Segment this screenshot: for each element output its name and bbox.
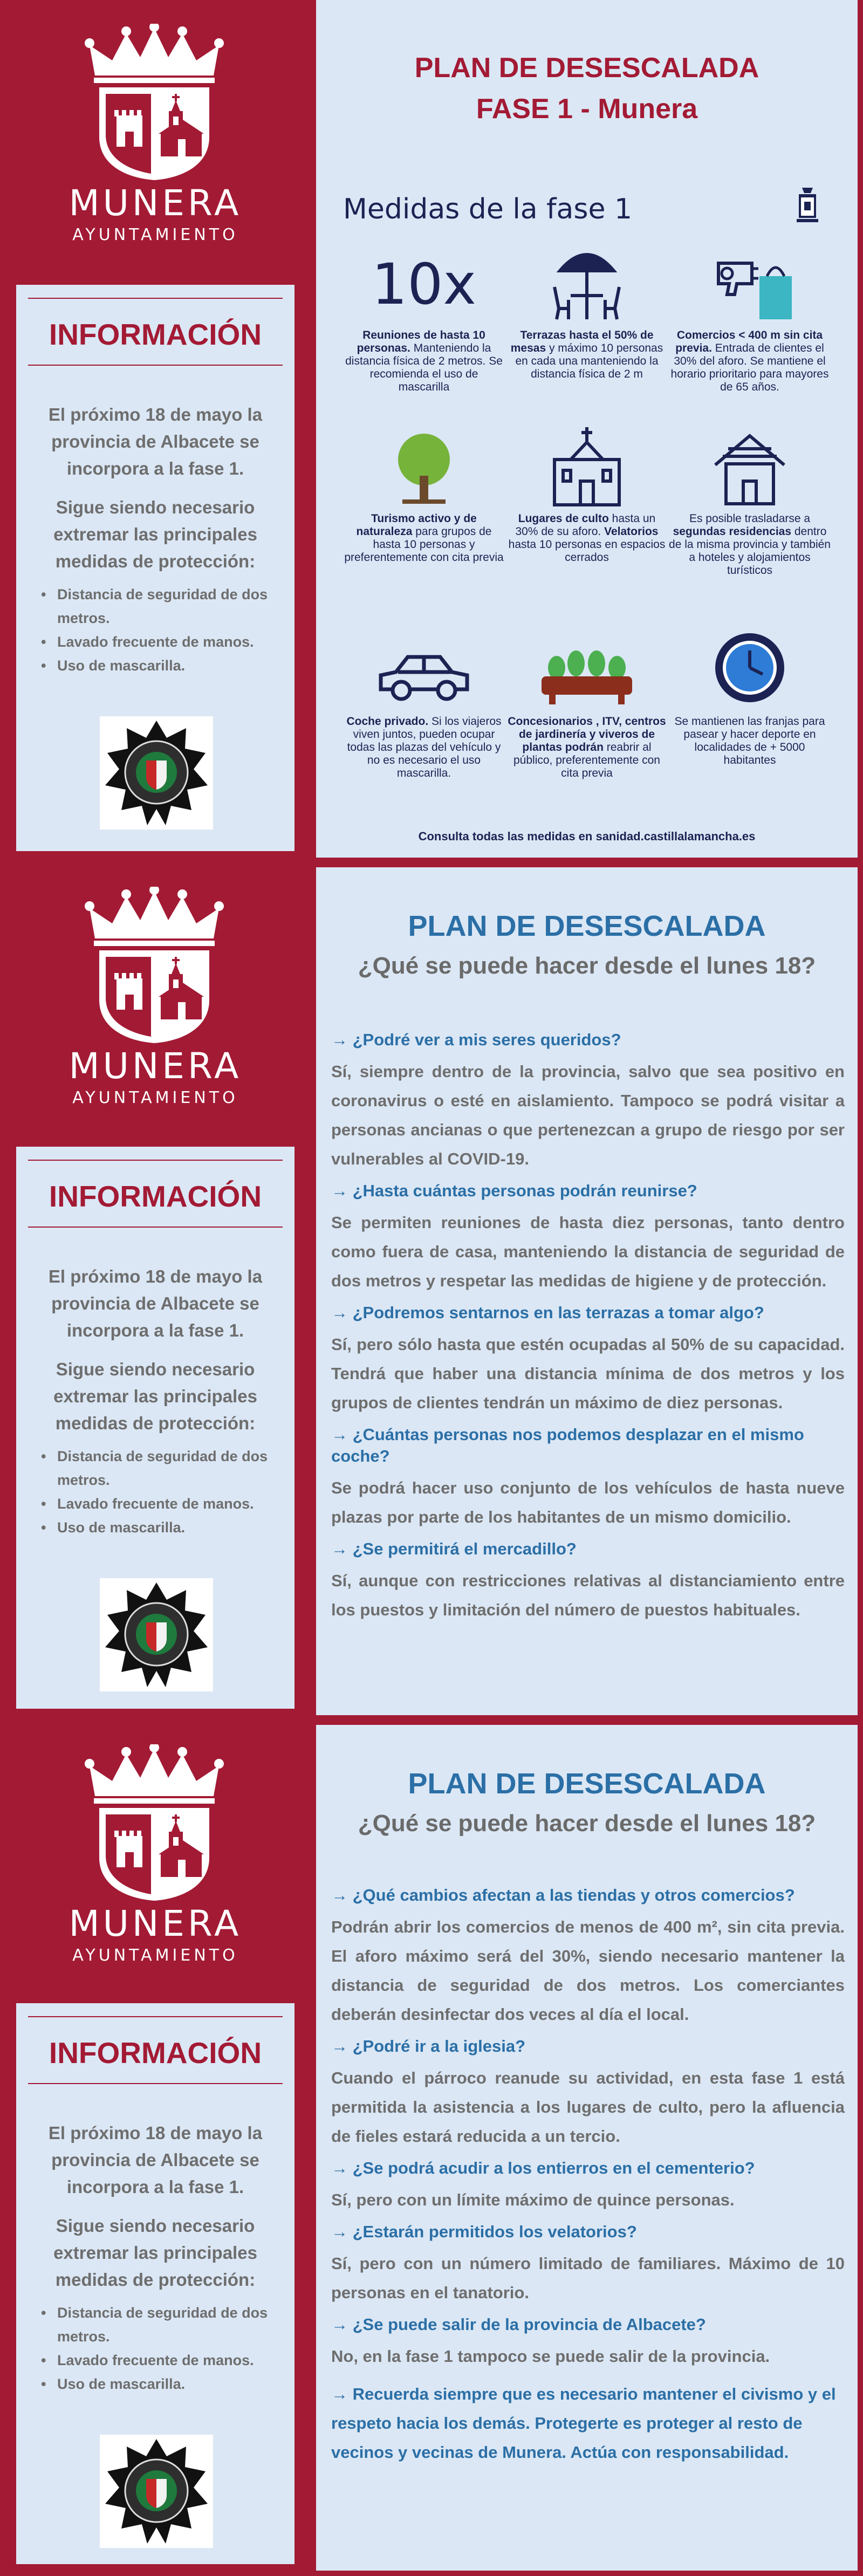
- measure-caption: Comercios < 400 m sin cita previa. Entrada de clientes el 30% del aforo. Se mantiene el horario prioritario para mayores de 65 años.: [670, 329, 829, 393]
- panel-footer: Consulta todas las medidas en sanidad.castillalamancha.es: [418, 830, 756, 843]
- info-paragraph-2: Sigue siendo necesario extremar las principales medidas de protección:: [53, 1359, 257, 1433]
- question: → ¿Cuántas personas nos podemos desplazar en el mismo coche?: [331, 1425, 804, 1465]
- info-title: INFORMACIÓN: [49, 318, 262, 351]
- panel-title: PLAN DE DESESCALADA: [414, 52, 759, 84]
- question: → ¿Se permitirá el mercadillo?: [331, 1539, 577, 1558]
- list-item: • Lavado frecuente de manos.: [38, 1492, 270, 1516]
- police-badge: [100, 1578, 213, 1691]
- town-name: MUNERA: [69, 1903, 242, 1944]
- measure-caption: Reuniones de hasta 10 personas. Manteniendo la distancia física de 2 metros. Se recomienda el uso de mascarilla: [345, 329, 503, 393]
- info-paragraph-1: El próximo 18 de mayo la provincia de Albacete se incorpora a la fase 1.: [48, 2123, 263, 2197]
- shop-bag-icon: [696, 244, 804, 325]
- panel-subtitle: FASE 1 - Munera: [476, 93, 698, 125]
- protection-list: [38, 2301, 270, 2396]
- list-item: • Uso de mascarilla.: [38, 2372, 270, 2396]
- qa-list: [331, 1029, 845, 1625]
- left-column: [0, 863, 311, 1721]
- left-column: [0, 1721, 311, 2576]
- answer: Sí, siempre dentro de la provincia, salvo que sea positivo en coronavirus o esté en aislamiento. Tampoco se podrá visitar a personas ancianas o que pertenezcan a grupo de riesgo por ser vulnerables al COVID-19.: [331, 1062, 845, 1168]
- divider: [28, 2083, 283, 2084]
- answer: Cuando el párroco reanude su actividad, en esta fase 1 está permitida la asistencia a los lugares de culto, pero la afluencia de fieles estará reducida a un tercio.: [331, 2068, 845, 2146]
- info-title: INFORMACIÓN: [49, 1180, 262, 1213]
- divider: [28, 1160, 283, 1161]
- closing-message: → Recuerda siempre que es necesario mantener el civismo y el respeto hacia los demás. Protegerte es proteger al resto de vecinos y vecinas de Munera. Actúa con responsabilidad.: [331, 2385, 836, 2462]
- town-name: MUNERA: [69, 182, 242, 224]
- list-item: • Lavado frecuente de manos.: [38, 630, 270, 654]
- panel-title: PLAN DE DESESCALADA: [408, 1767, 766, 1800]
- info-box: [16, 285, 294, 851]
- tree-icon: [370, 427, 478, 508]
- left-column: [0, 0, 311, 863]
- measures-heading: Medidas de la fase 1: [343, 193, 633, 225]
- qa-list: [331, 1885, 845, 2467]
- answer: Sí, pero con un límite máximo de quince personas.: [331, 2190, 735, 2209]
- phase1-panel: [316, 0, 858, 858]
- ten-people-icon: 10x: [372, 251, 476, 317]
- divider: [28, 1227, 283, 1228]
- list-item: • Distancia de seguridad de dos metros.: [38, 2301, 270, 2348]
- planter-icon: [533, 630, 641, 711]
- question: → ¿Podremos sentarnos en las terrazas a tomar algo?: [331, 1303, 764, 1322]
- section-fase1: [0, 0, 863, 863]
- measure-caption: Concesionarios , ITV, centros de jardinería y viveros de plantas podrán reabrir al público, preferentemente con cita previa: [508, 715, 666, 779]
- town-name: MUNERA: [69, 1045, 242, 1087]
- info-paragraph-1: El próximo 18 de mayo la provincia de Albacete se incorpora a la fase 1.: [48, 1266, 263, 1340]
- section-qa-1: [0, 863, 863, 1721]
- divider: [28, 365, 283, 366]
- info-paragraph-2: Sigue siendo necesario extremar las principales medidas de protección:: [53, 2216, 257, 2290]
- panel-subtitle: ¿Qué se puede hacer desde el lunes 18?: [358, 953, 816, 979]
- question: → ¿Estarán permitidos los velatorios?: [331, 2222, 637, 2241]
- town-subtitle: AYUNTAMIENTO: [72, 1088, 238, 1107]
- police-badge: [100, 716, 213, 830]
- info-box: [16, 2003, 294, 2564]
- measure-caption: Terrazas hasta el 50% de mesas y máximo 10 personas en cada una manteniendo la distancia física de 2 m: [510, 329, 663, 380]
- info-title: INFORMACIÓN: [49, 2036, 262, 2070]
- list-item: • Lavado frecuente de manos.: [38, 2348, 270, 2372]
- list-item: • Distancia de seguridad de dos metros.: [38, 1444, 270, 1492]
- qa-panel: [316, 1725, 858, 2571]
- measure-caption: Coche privado. Si los viajeros viven juntos, pueden ocupar todas las plazas del vehículo y no es necesario el uso mascarilla.: [346, 715, 502, 779]
- answer: No, en la fase 1 tampoco se puede salir de la provincia.: [331, 2347, 770, 2366]
- divider: [28, 2016, 283, 2017]
- police-badge: [100, 2435, 213, 2548]
- question: → ¿Se puede salir de la provincia de Albacete?: [331, 2315, 706, 2334]
- divider: [28, 298, 283, 299]
- house-icon: [696, 427, 804, 508]
- protection-list: [38, 1444, 270, 1539]
- answer: Se permiten reuniones de hasta diez personas, tanto dentro como fuera de casa, manteniendo la distancia de seguridad de dos metros y respetar las medidas de higiene y de protección.: [331, 1213, 845, 1290]
- answer: Podrán abrir los comercios de menos de 400 m², sin cita previa. El aforo máximo será del 30%, siendo necesario mantener la distancia de seguridad de dos metros. Los comerciantes deberán desinfectar dos veces al día el local.: [331, 1917, 845, 2024]
- answer: Sí, pero con un número limitado de familiares. Máximo de 10 personas en el tanatorio.: [331, 2254, 845, 2302]
- info-paragraph-2: Sigue siendo necesario extremar las principales medidas de protección:: [53, 497, 257, 571]
- measure-caption: Lugares de culto hasta un 30% de su aforo. Velatorios hasta 10 personas en espacios cerrados: [508, 512, 666, 564]
- church-icon: [533, 427, 641, 508]
- car-icon: [370, 630, 478, 711]
- town-subtitle: AYUNTAMIENTO: [72, 225, 238, 244]
- answer: Se podrá hacer uso conjunto de los vehículos de hasta nueve plazas por parte de los habitantes de un mismo domicilio.: [331, 1478, 845, 1526]
- question: → ¿Qué cambios afectan a las tiendas y otros comercios?: [331, 1886, 795, 1904]
- list-item: • Uso de mascarilla.: [38, 654, 270, 677]
- question: → ¿Podré ver a mis seres queridos?: [331, 1030, 621, 1049]
- question: → ¿Se podrá acudir a los entierros en el cementerio?: [331, 2159, 755, 2177]
- measure-caption: Es posible trasladarse a segundas residencias dentro de la misma provincia y también a hoteles y alojamientos turísticos: [669, 512, 831, 577]
- list-item: • Distancia de seguridad de dos metros.: [38, 583, 270, 630]
- question: → ¿Podré ir a la iglesia?: [331, 2037, 526, 2056]
- answer: Sí, pero sólo hasta que estén ocupadas al 50% de su capacidad. Tendrá que haber una distancia mínima de dos metros y los grupos de clientes tendrán un máximo de diez personas.: [331, 1335, 845, 1412]
- info-paragraph-1: El próximo 18 de mayo la provincia de Albacete se incorpora a la fase 1.: [48, 405, 263, 478]
- info-box: [16, 1147, 294, 1709]
- panel-subtitle: ¿Qué se puede hacer desde el lunes 18?: [358, 1810, 816, 1837]
- terrace-umbrella-icon: [533, 244, 641, 325]
- question: → ¿Hasta cuántas personas podrán reunirse?: [331, 1181, 697, 1200]
- protection-list: [38, 583, 270, 677]
- regional-emblem-icon: [796, 187, 819, 227]
- section-qa-2: [0, 1721, 863, 2576]
- qa-panel: [316, 867, 858, 1715]
- measure-caption: Turismo activo y de naturaleza para grupos de hasta 10 personas y preferentemente con cita previa: [344, 512, 504, 564]
- clock-icon: [696, 630, 804, 711]
- list-item: • Uso de mascarilla.: [38, 1516, 270, 1539]
- town-subtitle: AYUNTAMIENTO: [72, 1946, 238, 1965]
- panel-title: PLAN DE DESESCALADA: [408, 910, 766, 942]
- measure-caption: Se mantienen las franjas para pasear y hacer deporte en localidades de + 5000 habitantes: [674, 715, 825, 766]
- answer: Sí, aunque con restricciones relativas al distanciamiento entre los puestos y limitación del número de puestos habituales.: [331, 1571, 845, 1619]
